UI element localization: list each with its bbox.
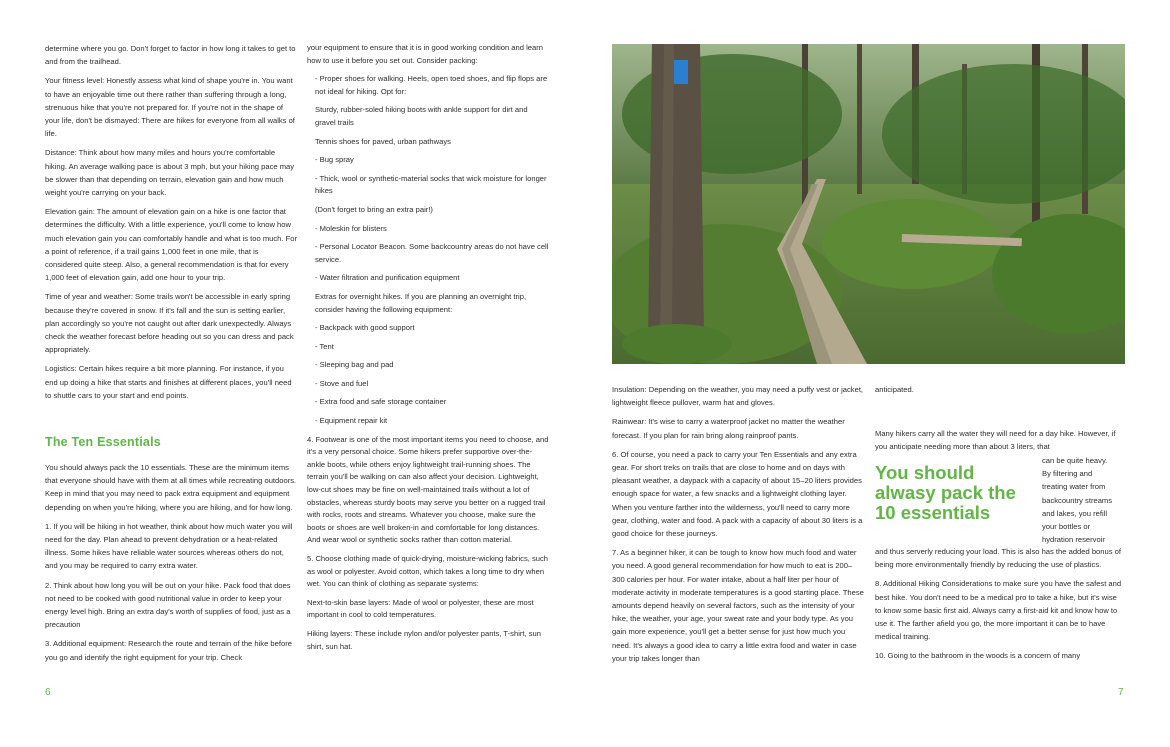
page-number-left: 6 (45, 687, 51, 698)
wrap-line: backcountry streams (1042, 495, 1113, 505)
paragraph: You should always pack the 10 essentials. These are the minimum items that everyone should have with them at all times while recreating outdoors. Keep in mind that you may need to pack extra equipment and equipment depending on when you're hiking, where you are hiking, and for how long. (45, 463, 297, 512)
paragraph: 5. Choose clothing made of quick-drying, moisture-wicking fabrics, such as wool or polyester. Avoid cotton, which takes a long time to dry when wet. You can think of clothing as separate systems: (307, 554, 548, 589)
list-item: Tennis shoes for paved, urban pathways (315, 136, 451, 146)
list-item: - Proper shoes for walking. Heels, open toed shoes, and flip flops are not ideal for hiking. Opt for: (315, 74, 548, 96)
paragraph: Distance: Think about how many miles and hours you're comfortable hiking. An average walking pace is about 3 mph, but your hiking pace may be slower than that depending on terrain, elevation gain and how much weight you're carrying on your back. (45, 148, 295, 198)
blue-trail-blaze (674, 60, 688, 84)
paragraph: your equipment to ensure that it is in good working condition and learn how to use it before you set out. Consider packing: (307, 43, 543, 65)
section-heading: The Ten Essentials (45, 435, 161, 449)
right-col1 (612, 383, 864, 671)
wrap-line: your bottles or (1042, 522, 1091, 532)
left-col1-bottom (45, 461, 297, 670)
paragraph: Insulation: Depending on the weather, you may need a puffy vest or jacket, lightweight fleece pullover, warm hat and gloves. (612, 385, 864, 408)
list-item: Sturdy, rubber-soled hiking boots with ankle support for dirt and gravel trails (315, 105, 528, 127)
list-item: - Moleskin for blisters (315, 223, 387, 233)
paragraph: Logistics: Certain hikes require a bit more planning. For instance, if you end up doing a hike that starts and finishes at different places, you'll need to shuttle cars to your start and end points. (45, 364, 292, 400)
paragraph: 3. Additional equipment: Research the route and terrain of the hike before you go and identify the right equipment for your trip. Check (45, 639, 292, 662)
right-col2-top (875, 383, 1125, 402)
paragraph: Your fitness level: Honestly assess what kind of shape you're in. You want to have an enjoyable time out there rather than suffering through a long, strenuous hike that you're not prepared for. If you're not in the shape of your life, don't be dismayed: There are hikes for everyone from all walks of life. (45, 76, 295, 139)
list-item: - Thick, wool or synthetic-material socks that wick moisture for longer hikes (315, 173, 547, 196)
paragraph: Hiking layers: These include nylon and/or polyester pants, T-shirt, sun shirt, sun hat. (307, 628, 541, 651)
paragraph: 1. If you will be hiking in hot weather, think about how much water you will need for the day. Plan ahead to prevent dehydration or a heat-related illness. Some hikes have reliable water sources whereas others do not, and you may be required to carry extra water. (45, 521, 293, 571)
forest-boardwalk-photo (612, 44, 1125, 364)
paragraph: Many hikers carry all the water they will need for a day hike. However, if you anticipate needing more than about 3 liters, that (875, 429, 1116, 452)
list-item: - Extra food and safe storage container (315, 397, 447, 407)
photo-illustration (612, 44, 1125, 364)
paragraph: determine where you go. Don't forget to factor in how long it takes to get to and from the trailhead. (45, 44, 296, 67)
paragraph: 7. As a beginner hiker, it can be tough to know how much food and water you need. A good general recommendation for how much to eat is 200–300 calories per hour. For water intake, about a half liter per hour of moderate activity in moderate temperatures is a good starting place. These amounts depend heavily on several factors, such as the intensity of your hike, the weather, your age, your sweat rate and your body type. As you gain more experience, you'll get a better sense for just how much you need. It's always a good idea to carry a little extra food and water in case your trip takes longer than (612, 548, 864, 663)
list-item: - Water filtration and purification equipment (315, 273, 460, 283)
list-item: - Sleeping bag and pad (315, 360, 394, 370)
paragraph: Next-to-skin base layers: Made of wool or polyester, these are most important in cool to cold temperatures. (307, 597, 534, 620)
left-col1-top (45, 42, 297, 408)
list-item: (Don't forget to bring an extra pair!) (315, 204, 433, 214)
wrap-line: can be quite heavy. (1042, 456, 1108, 465)
right-col2-wrap (1042, 454, 1132, 546)
pull-quote: You should alwasy pack the 10 essentials (875, 462, 1016, 523)
paragraph: 6. Of course, you need a pack to carry your Ten Essentials and any extra gear. For short treks on trails that are close to home and on days with pleasant weather, a daypack with a capacity of about 15–20 liters provides enough space for water, a few snacks and a lightweight clothing layer. When you venture farther into the wilderness, you'll need to carry more gear, clothing, water and food. A pack with a capacity of about 30 liters is a good choice for these journeys. (612, 449, 863, 539)
list-item: - Bug spray (315, 155, 354, 165)
list-item: - Tent (315, 341, 334, 351)
paragraph: and thus serverly reducing your load. This is also has the added bonus of being more environmentally friendly by reducing the use of plastics. (875, 547, 1121, 570)
list-item: Extras for overnight hikes. If you are planning an overnight trip, consider having the following equipment: (315, 291, 527, 314)
list-item: - Backpack with good support (315, 323, 415, 333)
paragraph: anticipated. (875, 385, 914, 394)
left-col2 (307, 42, 550, 659)
paragraph: 2. Think about how long you will be out on your hike. Pack food that does not need to be cooked with good nutritional value in order to keep your energy level high. Bring an extra day's worth of supplies of food, just as a precaution (45, 580, 291, 630)
paragraph: 10. Going to the bathroom in the woods is a concern of many (875, 651, 1081, 661)
wrap-line: hydration reservoir (1042, 535, 1105, 545)
paragraph: Rainwear: It's wise to carry a waterproof jacket no matter the weather forecast. If you plan for rain bring along rainproof pants. (612, 417, 845, 440)
right-col2-after (875, 545, 1125, 669)
paragraph: Time of year and weather: Some trails won't be accessible in early spring because they're covered in snow. If it's fall and the sun is setting earlier, plan accordingly so you're not caught out after dark unexpectedly. Always check the weather forecast before heading out so you can dress and pack appropriately. (45, 292, 294, 355)
paragraph: Elevation gain: The amount of elevation gain on a hike is one factor that determines the difficulty. With a little experience, you'll come to know how much elevation gain you can comfortably handle and what is too much. For a point of reference, if a trail gains 1,000 feet in one mile, that is considered quite steep. Also, a general recommendation is that for every 1,000 feet of elevation gain, add one hour to your trip. (45, 207, 297, 283)
list-item: - Personal Locator Beacon. Some backcountry areas do not have cell service. (315, 242, 549, 264)
list-item: - Stove and fuel (315, 378, 369, 388)
wrap-line: By filtering and (1042, 469, 1093, 479)
paragraph: 8. Additional Hiking Considerations to make sure you have the safest and best hike. You don't need to be a medical pro to take a hike, but it's wise to know some basic first aid. Always carry a first-aid kit and know how to use it. The farther afield you go, the more important it can be to have medical training. (875, 579, 1122, 642)
list-item: - Equipment repair kit (315, 416, 388, 426)
paragraph: 4. Footwear is one of the most important items you need to choose, and it's a very personal choice. Some hikers prefer supportive over-the-ankle boots, while others enjoy lightweight trail-running shoes. The terrain you'll be walking on can also affect your decision. Lightweight, low-cut shoes may be fine on well-maintained trails without a lot of obstacles, whereas sturdy boots may serve you better on a rugged trail with rocks, roots and streams. Whatever you choose, make sure the boots or shoes are well broken-in and comfortable for long distances. And wear wool or synthetic socks rather than cotton material. (307, 434, 549, 545)
wrap-line: treating water from (1042, 482, 1106, 492)
page-number-right: 7 (1118, 687, 1124, 698)
wrap-line: and lakes, you refill (1042, 508, 1108, 518)
